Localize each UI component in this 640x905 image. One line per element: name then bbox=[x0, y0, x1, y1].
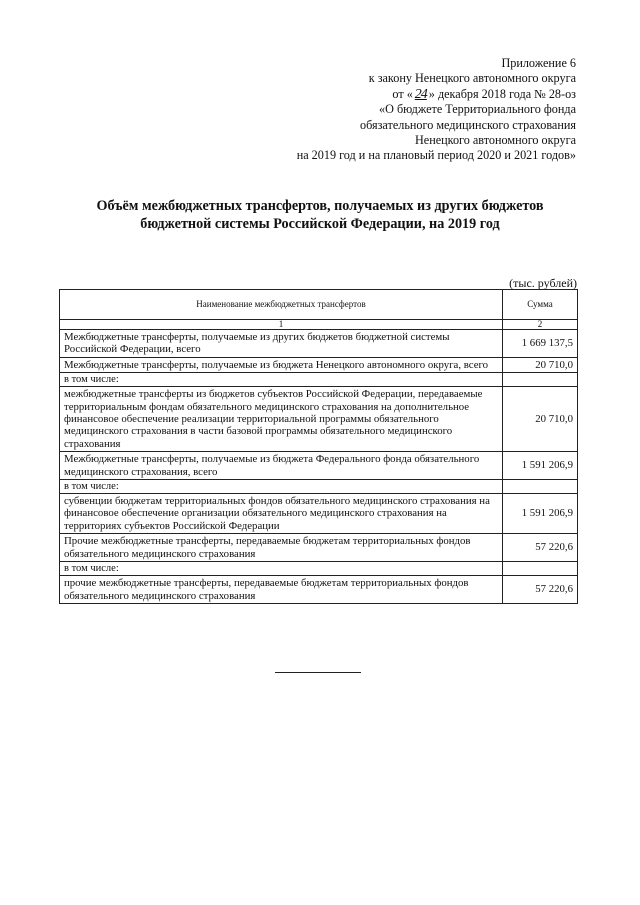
row-name: в том числе: bbox=[60, 562, 503, 576]
row-sum: 1 669 137,5 bbox=[503, 330, 578, 358]
row-sum: 57 220,6 bbox=[503, 534, 578, 562]
header-name: Наименование межбюджетных трансфертов bbox=[60, 290, 503, 320]
table-row bbox=[60, 494, 578, 534]
header-sum: Сумма bbox=[503, 290, 578, 320]
row-name: Межбюджетные трансферты, получаемые из других бюджетов бюджетной системы Российской Федерации, всего bbox=[60, 330, 503, 358]
table-row bbox=[60, 373, 578, 387]
row-name: Межбюджетные трансферты, получаемые из бюджета Ненецкого автономного округа, всего bbox=[60, 357, 503, 372]
date-prefix: от « bbox=[392, 86, 413, 101]
separator-line bbox=[275, 672, 361, 673]
title-line-2: бюджетной системы Российской Федерации, на 2019 год bbox=[140, 216, 500, 232]
table-row bbox=[60, 452, 578, 480]
appendix-date bbox=[156, 87, 576, 102]
row-sum: 20 710,0 bbox=[503, 387, 578, 452]
title-line-1: Объём межбюджетных трансфертов, получаемых из других бюджетов bbox=[96, 198, 544, 214]
row-sum bbox=[503, 373, 578, 387]
appendix-law-name-3: Ненецкого автономного округа bbox=[414, 133, 576, 148]
row-sum: 1 591 206,9 bbox=[503, 452, 578, 480]
row-name: субвенции бюджетам территориальных фондов обязательного медицинского страхования на финансовое обеспечение организации обязательного медицинского страхования на территориях субъектов Российской Федерации bbox=[60, 494, 503, 534]
row-name: Прочие межбюджетные трансферты, передаваемые бюджетам территориальных фондов обязательного медицинского страхования bbox=[60, 534, 503, 562]
table-row bbox=[60, 576, 578, 604]
table-row bbox=[60, 480, 578, 494]
row-sum: 57 220,6 bbox=[503, 576, 578, 604]
table-row bbox=[60, 534, 578, 562]
row-name: межбюджетные трансферты из бюджетов субъектов Российской Федерации, передаваемые территориальным фондам обязательного медицинского страхования на дополнительное финансовое обеспечение реализации территориальной программы обязательного медицинского страхования в части базовой программы обязательного медицинского страхования bbox=[60, 387, 503, 452]
appendix-block bbox=[156, 56, 576, 164]
table-row bbox=[60, 330, 578, 358]
appendix-law-name-1: «О бюджете Территориального фонда bbox=[379, 102, 576, 117]
col-number-1: 1 bbox=[60, 320, 503, 330]
table-row bbox=[60, 562, 578, 576]
appendix-law: к закону Ненецкого автономного округа bbox=[368, 71, 576, 86]
row-sum: 20 710,0 bbox=[503, 357, 578, 372]
row-sum bbox=[503, 562, 578, 576]
row-name: в том числе: bbox=[60, 373, 503, 387]
appendix-title: Приложение 6 bbox=[501, 56, 576, 70]
units-label: (тыс. рублей) bbox=[509, 276, 577, 290]
appendix-law-name-4: на 2019 год и на плановый период 2020 и 2021 годов» bbox=[296, 148, 576, 163]
row-sum bbox=[503, 480, 578, 494]
date-suffix: » декабря 2018 года № 28-оз bbox=[428, 86, 576, 101]
row-name: прочие межбюджетные трансферты, передаваемые бюджетам территориальных фондов обязательного медицинского страхования bbox=[60, 576, 503, 604]
row-name: Межбюджетные трансферты, получаемые из бюджета Федерального фонда обязательного медицинского страхования, всего bbox=[60, 452, 503, 480]
transfers-table bbox=[59, 289, 578, 604]
handwritten-day: 24 bbox=[414, 86, 427, 102]
column-number-row bbox=[60, 320, 578, 330]
col-number-2: 2 bbox=[503, 320, 578, 330]
table-header-row bbox=[60, 290, 578, 320]
row-sum: 1 591 206,9 bbox=[503, 494, 578, 534]
table-row bbox=[60, 357, 578, 372]
table-row bbox=[60, 387, 578, 452]
document-title bbox=[40, 197, 600, 233]
row-name: в том числе: bbox=[60, 480, 503, 494]
appendix-law-name-2: обязательного медицинского страхования bbox=[360, 117, 576, 132]
